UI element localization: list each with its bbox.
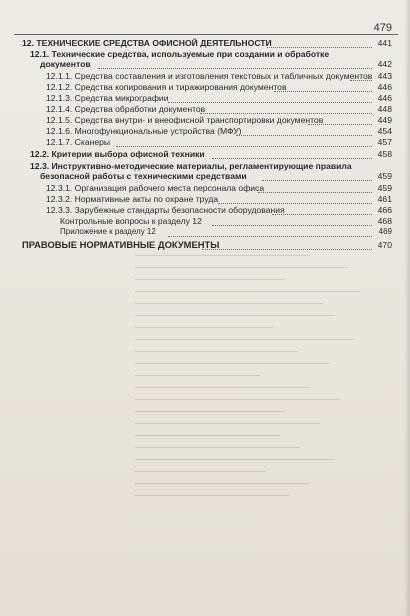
leader-dots <box>308 115 372 125</box>
leader-dots <box>116 137 372 147</box>
toc-entry-title: 12.1.4. Средства обработки документов <box>46 104 206 114</box>
toc-entry-title: 12.1.3. Средства микрографии <box>46 93 169 103</box>
toc-entry-page: 459 <box>377 171 392 182</box>
show-through-texture <box>135 255 385 595</box>
toc-entry-page: 470 <box>377 240 392 250</box>
toc-entry-title: 12.3.3. Зарубежные стандарты безопасности оборудования <box>46 205 285 215</box>
leader-dots <box>236 126 372 136</box>
toc-entry-page: 449 <box>377 115 392 125</box>
toc-entry-title: 12.1.6. Многофункциональные устройства (МФУ) <box>46 126 242 136</box>
toc-entry-title: ПРАВОВЫЕ НОРМАТИВНЫЕ ДОКУМЕНТЫ <box>22 239 220 250</box>
toc-entry-title: 12.3.2. Нормативные акты по охране труда <box>46 194 219 204</box>
leader-dots <box>168 93 372 103</box>
leader-dots <box>212 149 372 159</box>
toc-entry-page: 459 <box>377 183 392 193</box>
toc-entry-title: 12.1.7. Сканеры <box>46 137 111 147</box>
leader-dots <box>98 59 372 69</box>
toc-entry-title-line-2: документов <box>40 59 91 70</box>
toc-entry-title: 12.3. Инструктивно-методические материалы, регламентирующие правила <box>30 161 352 171</box>
toc-entry-title: 12.1. Технические средства, используемые при создании и обработке <box>30 49 330 59</box>
toc-entry-page: 441 <box>377 38 392 48</box>
leader-dots <box>218 194 372 204</box>
leader-dots <box>350 71 372 81</box>
toc-entry-page: 458 <box>377 149 392 159</box>
toc-entry-title: 12. ТЕХНИЧЕСКИЕ СРЕДСТВА ОФИСНОЙ ДЕЯТЕЛЬНОСТИ <box>22 38 272 48</box>
page-number: 479 <box>373 22 392 34</box>
toc-entry-page: 461 <box>377 194 392 204</box>
toc-entry-page: 457 <box>377 137 392 147</box>
toc-entry-page: 446 <box>377 93 392 103</box>
page-edge-shadow <box>404 0 410 616</box>
toc-entry-title: 12.3.1. Организация рабочего места персонала офиса <box>46 183 265 193</box>
toc-entry-title: 12.2. Критерии выбора офисной техники <box>30 149 205 159</box>
leader-dots <box>202 240 372 250</box>
toc-entry-page: 448 <box>377 104 392 114</box>
toc-entry-page: 466 <box>377 205 392 215</box>
toc-entry-title: 12.1.5. Средства внутри- и внеофисной транспортировки документов <box>46 115 324 125</box>
leader-dots <box>258 183 372 193</box>
toc-entry-title: 12.1.2. Средства копирования и тиражирования документов <box>46 82 287 92</box>
toc-entry-page: 443 <box>377 71 392 81</box>
toc-entry-title-line-2: безопасной работы с техническими средствами <box>40 171 247 182</box>
leader-dots <box>212 216 372 226</box>
toc-entry-title: 12.1.1. Средства составления и изготовления текстовых и табличных документов <box>46 71 373 81</box>
toc-entry-title: Приложение к разделу 12 <box>60 227 156 236</box>
toc-entry-title: Контрольные вопросы к разделу 12 <box>60 216 202 226</box>
leader-dots <box>274 82 372 92</box>
leader-dots <box>200 104 372 114</box>
toc-entry-page: 468 <box>377 216 392 226</box>
leader-dots <box>262 171 372 181</box>
toc-entry-page: 454 <box>377 126 392 136</box>
toc-entry-page: 442 <box>377 59 392 70</box>
leader-dots <box>272 205 372 215</box>
leader-dots <box>168 227 372 237</box>
toc-entry-page: 469 <box>378 227 392 236</box>
header-rule <box>14 34 398 35</box>
toc-entry-page: 446 <box>377 82 392 92</box>
leader-dots <box>267 38 372 48</box>
